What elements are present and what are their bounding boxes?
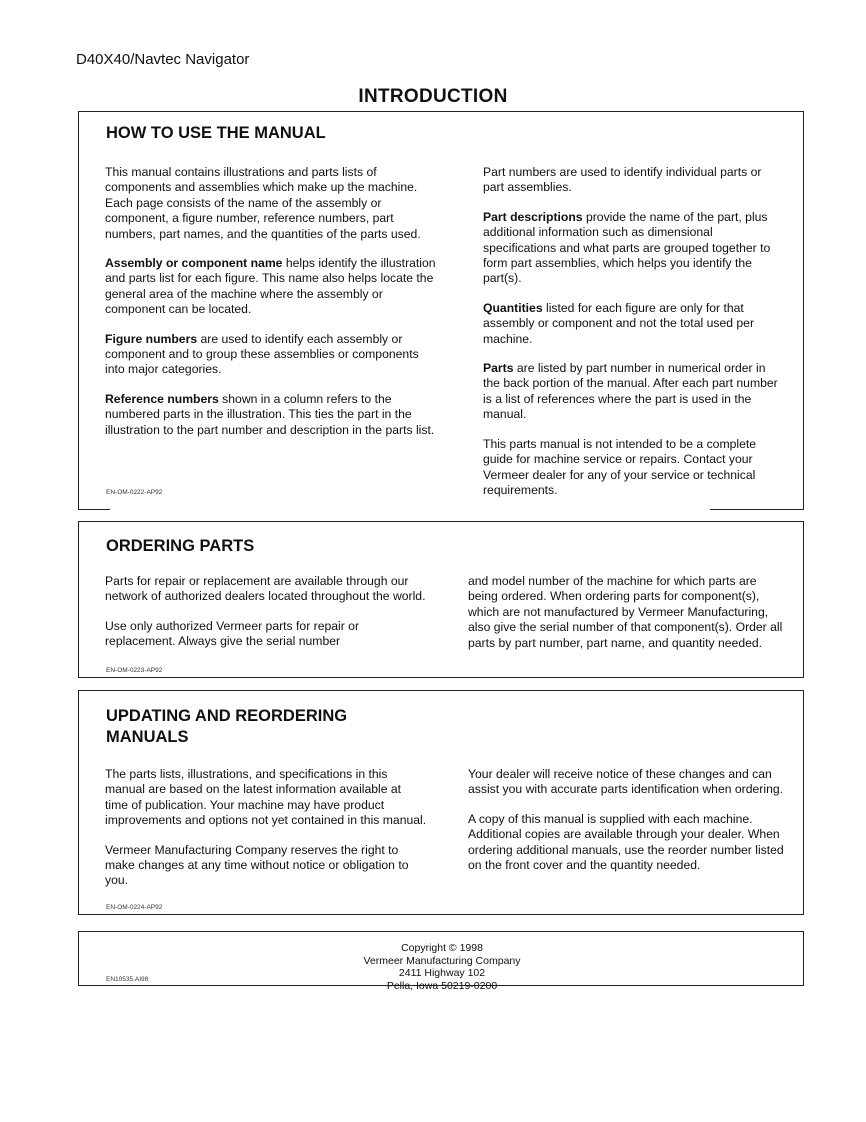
document-header-model: D40X40/Navtec Navigator <box>76 51 250 68</box>
company-name: Vermeer Manufacturing Company <box>363 954 521 967</box>
updating-right-column <box>468 767 788 873</box>
updating-manuals-section <box>78 690 804 915</box>
assembly-name-paragraph: Assembly or component name helps identify the illustration and parts list for each figure. This name also helps locate the general area of the machine where the assembly or component can be located. <box>105 256 436 317</box>
ordering-ref-code: EN-OM-0223-AP92 <box>106 667 163 674</box>
updating-additional-copies-paragraph: A copy of this manual is supplied with each machine. Additional copies are available through your dealer. When ordering additional manuals, use the reorder number listed on the front cover and the quantity needed. <box>468 811 784 873</box>
figure-numbers-paragraph: Figure numbers are used to identify each assembly or component and to group these assemblies or components into major categories. <box>105 331 419 377</box>
updating-left-column <box>105 767 427 889</box>
copyright-line: Copyright © 1998 <box>401 942 483 954</box>
copyright-ref-code: EN10535.AI98 <box>106 976 149 983</box>
company-city: Pella, Iowa 50219-0200 <box>386 979 498 992</box>
page-title: INTRODUCTION <box>358 86 508 107</box>
updating-reserves-right-paragraph: Vermeer Manufacturing Company reserves the right to make changes at any time without notice or obligation to you. <box>105 842 409 888</box>
section-title-updating: UPDATING AND REORDERING MANUALS <box>106 707 348 746</box>
how-to-use-bottom-rule-right <box>710 509 804 510</box>
ordering-right-column <box>468 574 788 651</box>
copyright-block <box>79 942 805 992</box>
how-to-use-left-column <box>105 165 440 438</box>
updating-dealer-notice-paragraph: Your dealer will receive notice of these changes and can assist you with accurate parts identification when ordering. <box>468 767 784 797</box>
copyright-section <box>78 931 804 992</box>
section-title-how-to-use: HOW TO USE THE MANUAL <box>106 124 326 142</box>
ordering-left-column <box>105 574 427 650</box>
ordering-parts-section <box>78 521 804 678</box>
part-numbers-paragraph: Part numbers are used to identify individual parts or part assemblies. <box>483 165 762 195</box>
disclaimer-paragraph: This parts manual is not intended to be a complete guide for machine service or repairs. Contact your Vermeer dealer for any of your service or technical requirements. <box>483 436 757 497</box>
company-street: 2411 Highway 102 <box>398 967 486 979</box>
part-descriptions-paragraph: Part descriptions provide the name of the part, plus additional information such as dimensional specifications and what parts are grouped together to form part assemblies, which helps you identify the part(s). <box>483 209 771 286</box>
ordering-authorized-parts-paragraph: Use only authorized Vermeer parts for repair or replacement. Always give the serial number <box>105 618 360 649</box>
how-to-use-right-column <box>483 165 785 498</box>
parts-listing-paragraph: Parts are listed by part number in numerical order in the back portion of the manual. After each part number is a list of references where the part is used in the manual. <box>483 361 778 422</box>
ordering-availability-paragraph: Parts for repair or replacement are available through our network of authorized dealers located throughout the world. <box>105 574 426 604</box>
how-to-use-ref-code: EN-OM-0222-AP92 <box>106 489 163 496</box>
updating-ref-code: EN-OM-0224-AP92 <box>106 904 163 911</box>
updating-latest-info-paragraph: The parts lists, illustrations, and specifications in this manual are based on the latest information available at time of publication. Your machine may have product improvements and options not yet contained in this manual. <box>105 767 427 828</box>
how-to-use-bottom-rule <box>78 509 110 510</box>
how-to-use-section <box>78 111 804 509</box>
section-title-ordering: ORDERING PARTS <box>106 537 255 555</box>
ordering-model-number-paragraph: and model number of the machine for which parts are being ordered. When ordering parts for component(s), which are not manufactured by Vermeer Manufacturing, also give the serial number of that component(s). Order all parts by part number, part name, and quantity needed. <box>468 574 783 650</box>
reference-numbers-paragraph: Reference numbers shown in a column refers to the numbered parts in the illustration. This ties the part in the illustration to the part number and description in the parts list. <box>105 391 435 437</box>
quantities-paragraph: Quantities listed for each figure are only for that assembly or component and not the total used per machine. <box>483 300 754 346</box>
how-to-use-intro-paragraph: This manual contains illustrations and parts lists of components and assemblies which make up the machine. Each page consists of the name of the assembly or component, a figure number, reference numbers, part numbers, part names, and the quantities of the parts used. <box>105 165 421 241</box>
